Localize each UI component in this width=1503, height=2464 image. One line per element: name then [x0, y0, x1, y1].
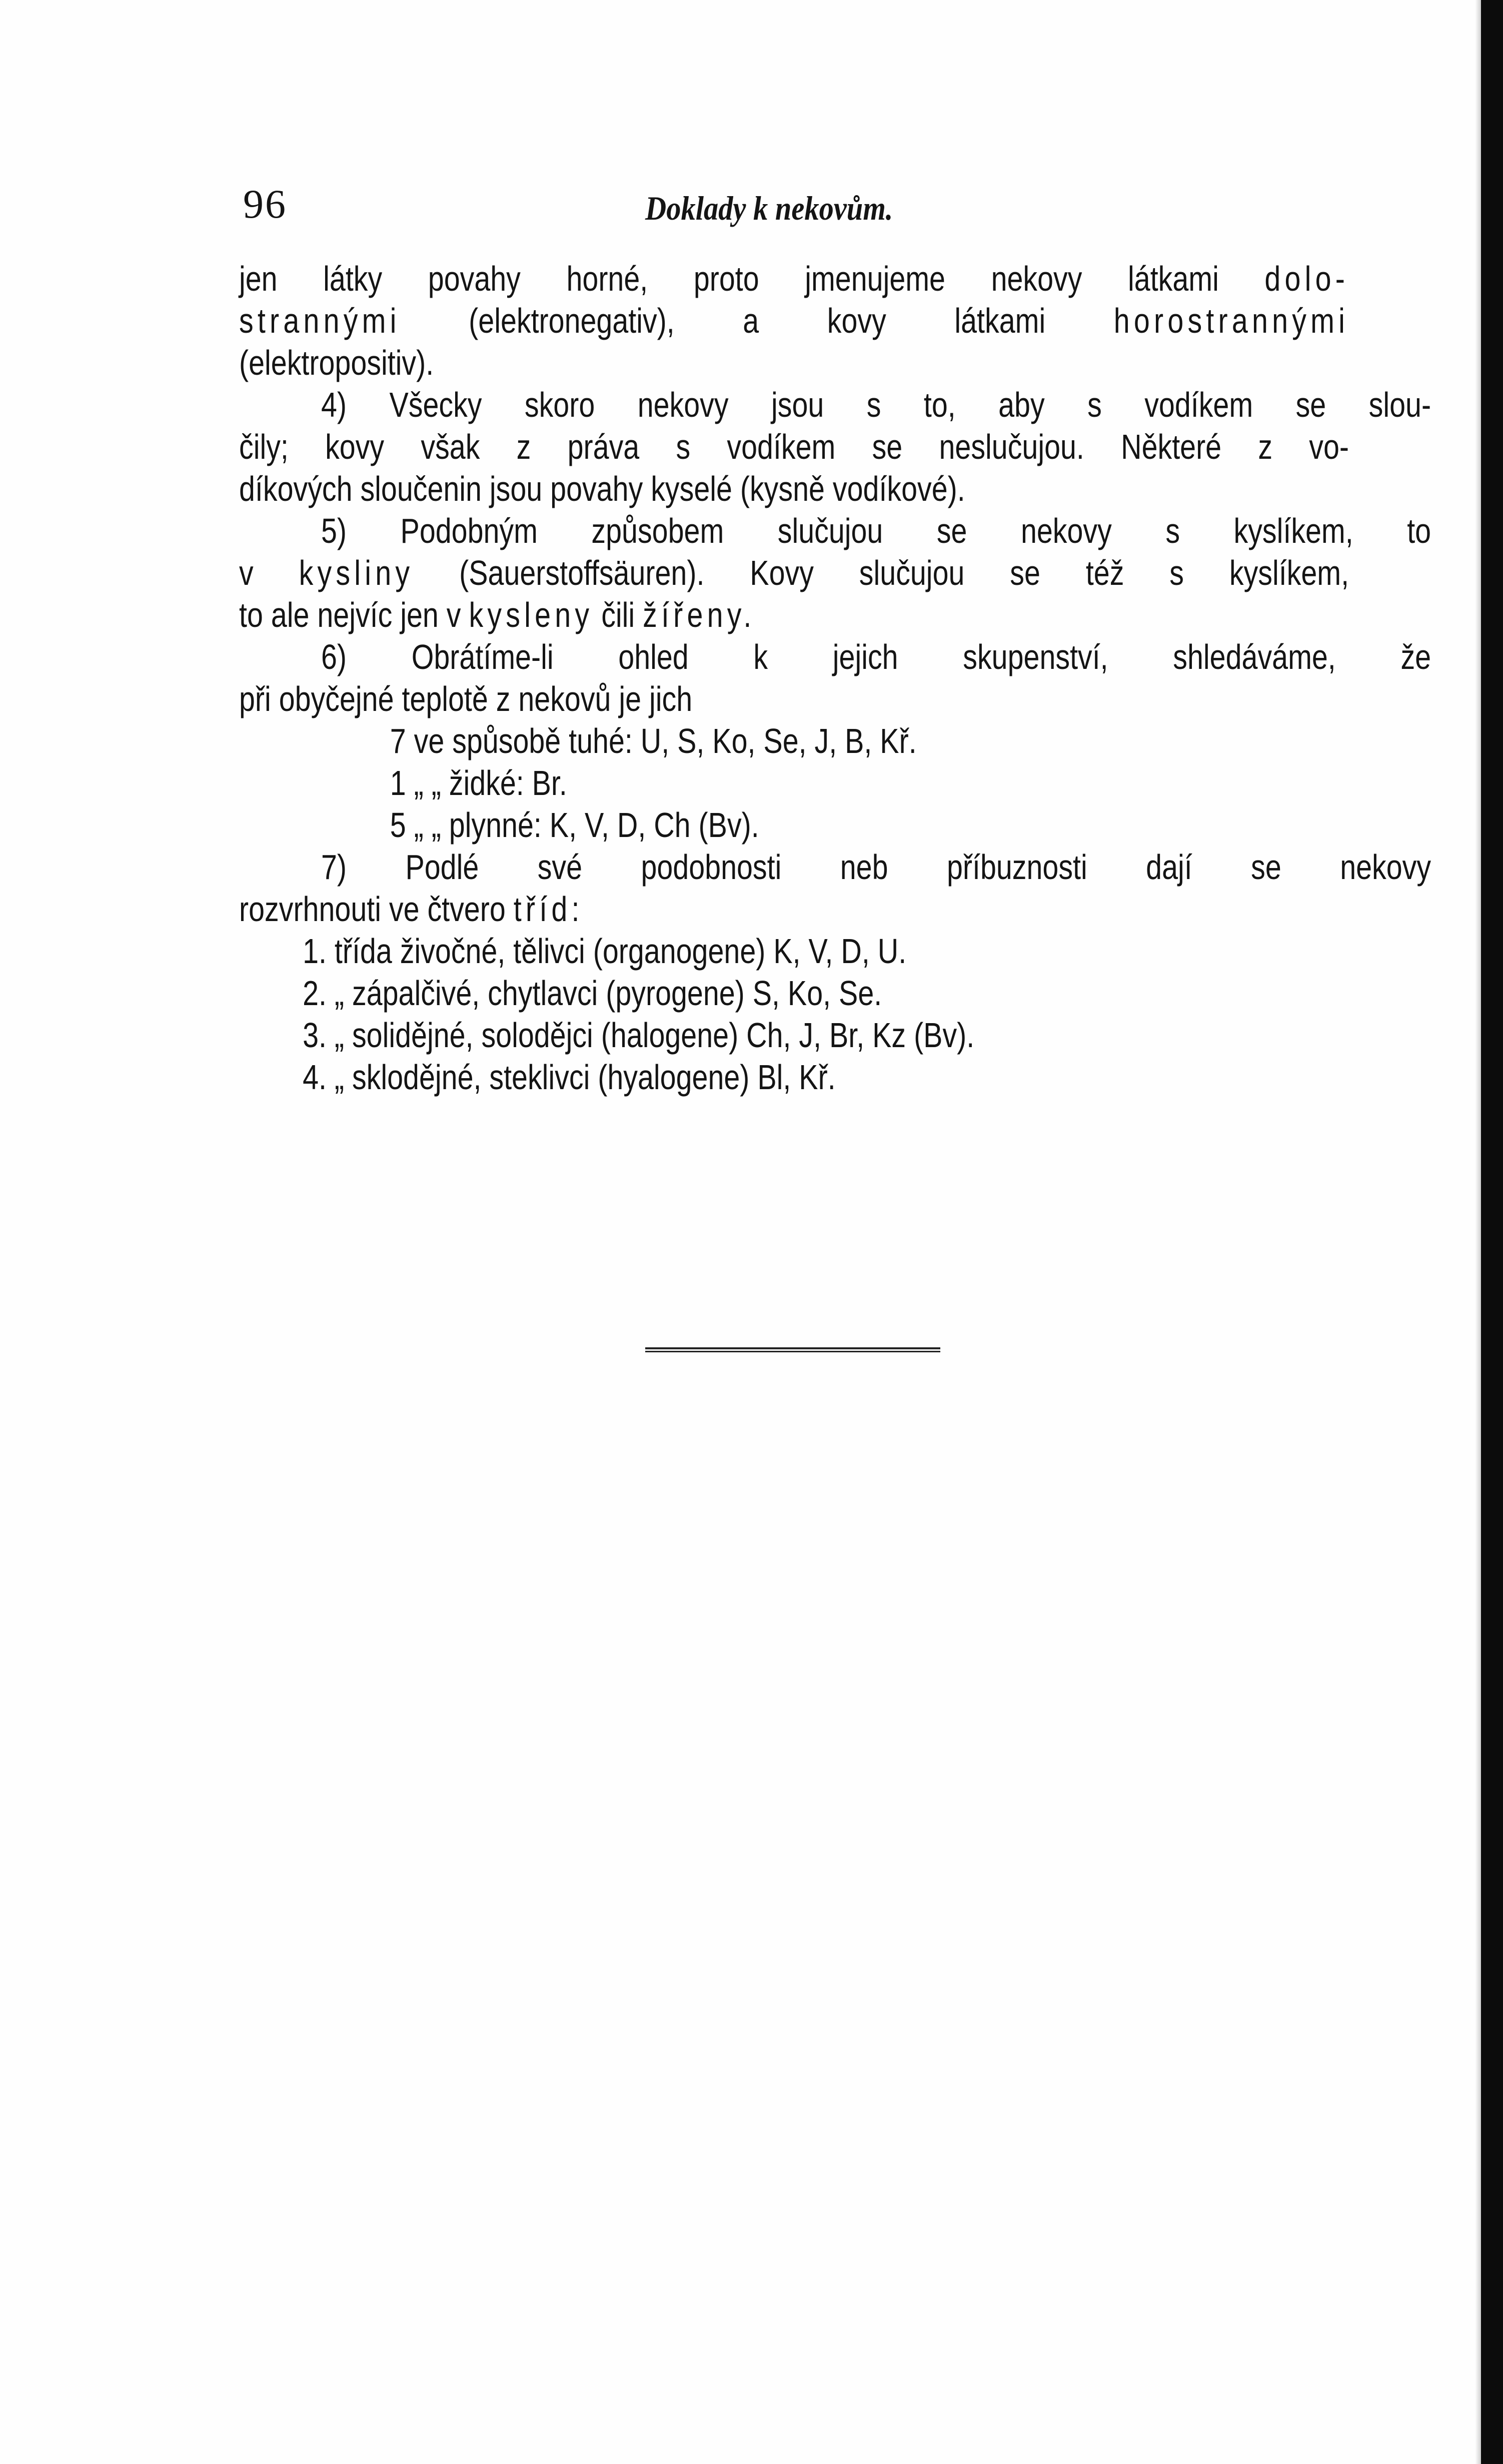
text-line	[239, 1056, 1149, 1098]
emphasized-term: žířeny.	[643, 595, 756, 634]
text-run: čili	[593, 595, 643, 634]
text-line	[239, 888, 1149, 930]
text-run: 7) Podlé své podobnosti neb příbuznosti dají se nekovy	[321, 848, 1431, 887]
text-run: při obyčejné teplotě z nekovů je jich	[239, 679, 693, 718]
text-line	[239, 930, 1149, 972]
text-line	[239, 594, 1149, 636]
text-run: 3. „ solidějné, solodějci (halogene) Ch, J, Br, Kz (Bv).	[303, 1016, 975, 1055]
running-title: Doklady k nekovům.	[645, 189, 893, 227]
page-number: 96	[243, 181, 287, 227]
emphasized-term: dolo-	[1264, 259, 1349, 298]
text-run: to ale nejvíc jen v	[239, 595, 469, 634]
text-run: rozvrhnouti ve čtvero	[239, 890, 514, 929]
text-line	[239, 720, 1149, 762]
page-header	[0, 179, 1503, 229]
closing-rule	[645, 1347, 940, 1353]
text-run: 5) Podobným způsobem slučujou se nekovy s kyslíkem, to	[321, 511, 1431, 550]
emphasized-term: horostrannými	[1113, 301, 1349, 340]
text-line	[239, 636, 1431, 678]
emphasized-term: tříd:	[513, 890, 584, 929]
text-run: (elektronegativ), a kovy látkami	[400, 301, 1114, 340]
text-line	[239, 426, 1349, 468]
text-line	[239, 300, 1349, 342]
text-line	[239, 384, 1431, 426]
text-run: 7 ve spůsobě tuhé: U, S, Ko, Se, J, B, Kř.	[390, 721, 917, 760]
text-line	[239, 342, 1149, 384]
emphasized-term: strannými	[239, 301, 401, 340]
text-run: 1. třída živočné, tělivci (organogene) K, V, D, U.	[303, 932, 907, 971]
text-run: (elektropositiv).	[239, 343, 434, 382]
text-run: (Sauerstoffsäuren). Kovy slučujou se též s kyslíkem,	[414, 553, 1349, 592]
text-run: v	[239, 553, 299, 592]
emphasized-term: kysleny	[469, 595, 594, 634]
text-line	[239, 804, 1149, 846]
text-line	[239, 762, 1149, 804]
text-run: díkových sloučenin jsou povahy kyselé (kysně vodíkové).	[239, 469, 965, 508]
text-line	[239, 678, 1149, 720]
text-run: 5 „ „ plynné: K, V, D, Ch (Bv).	[390, 805, 759, 845]
text-line	[239, 468, 1149, 510]
text-run: 6) Obrátíme-li ohled k jejich skupenství, shledáváme, že	[321, 637, 1431, 676]
page-edge-shadow	[1475, 0, 1481, 2464]
text-line	[239, 510, 1431, 552]
emphasized-term: kysliny	[299, 553, 414, 592]
text-line	[239, 846, 1431, 888]
body-text	[239, 258, 1431, 1098]
text-line	[239, 258, 1349, 300]
text-run: 2. „ zápalčivé, chytlavci (pyrogene) S, Ko, Se.	[303, 974, 882, 1013]
text-run: 4) Všecky skoro nekovy jsou s to, aby s vodíkem se slou-	[321, 385, 1431, 424]
book-spine-edge	[1481, 0, 1503, 2464]
text-run: jen látky povahy horné, proto jmenujeme nekovy látkami	[239, 259, 1265, 298]
text-run: 1 „ „ židké: Br.	[390, 763, 567, 802]
text-run: 4. „ sklodějné, steklivci (hyalogene) Bl, Kř.	[303, 1058, 836, 1097]
text-line	[239, 552, 1349, 594]
text-line	[239, 1014, 1149, 1056]
text-line	[239, 972, 1149, 1014]
text-run: čily; kovy však z práva s vodíkem se neslučujou. Některé z vo-	[239, 427, 1349, 466]
